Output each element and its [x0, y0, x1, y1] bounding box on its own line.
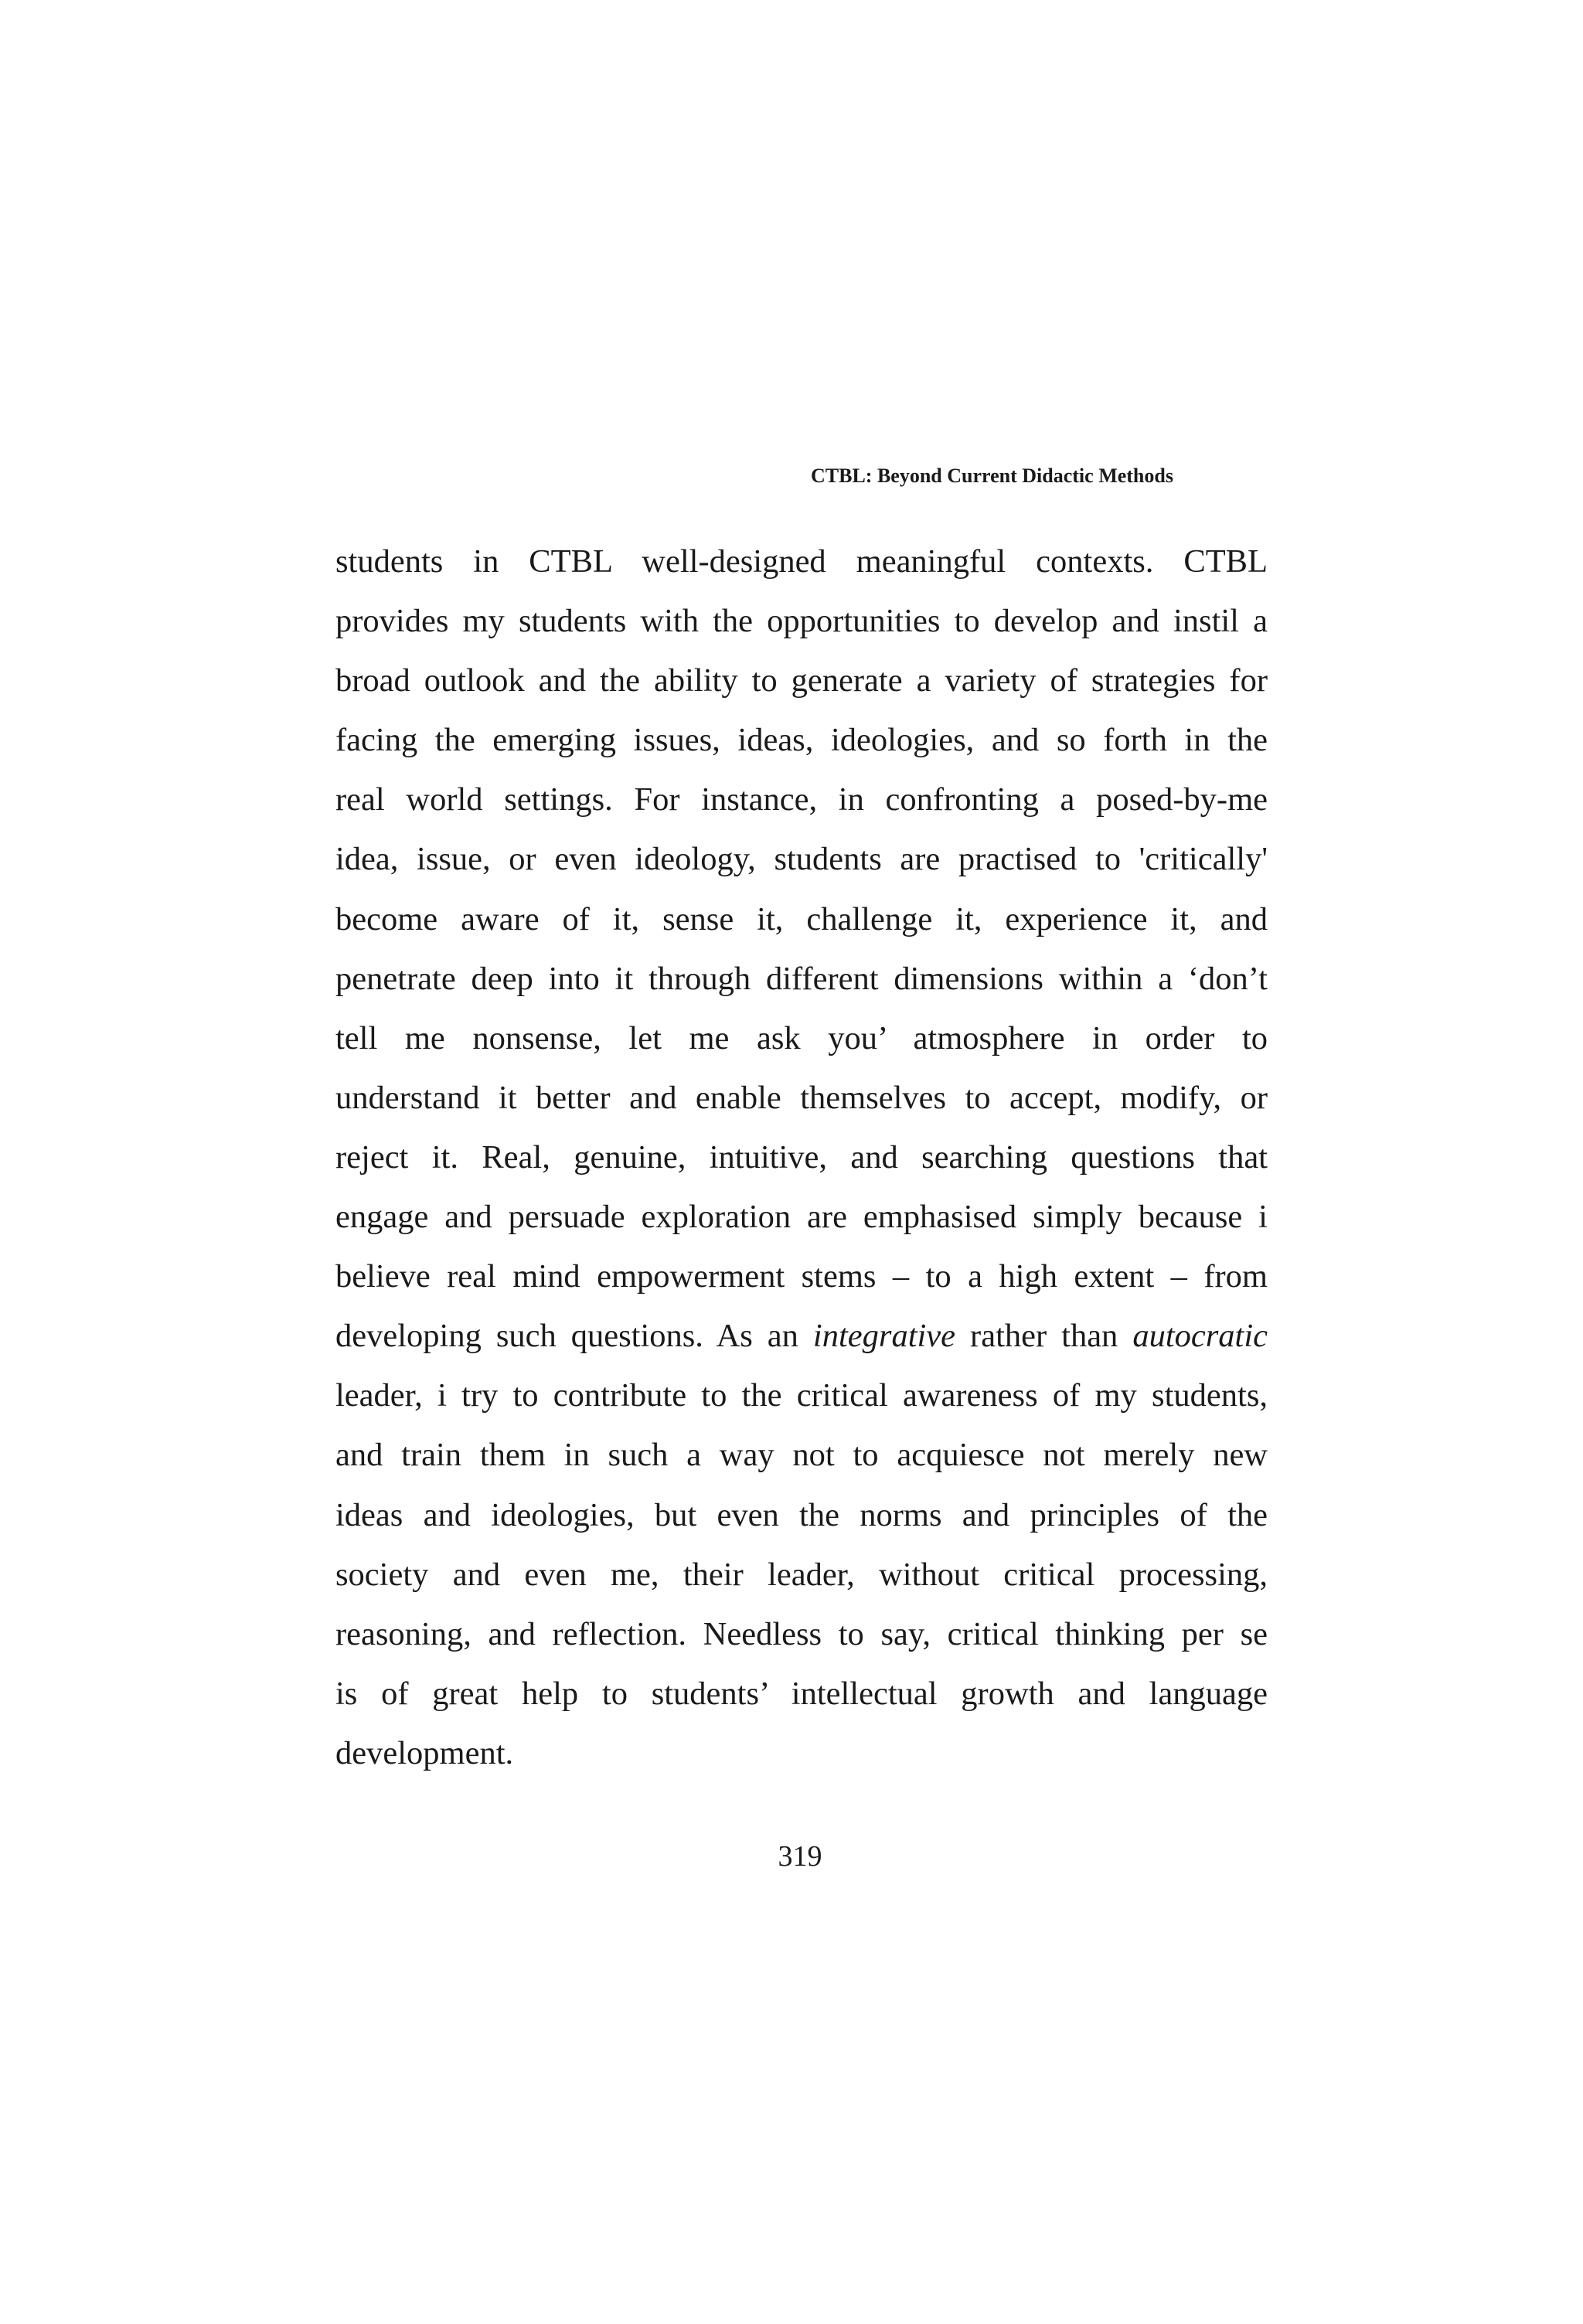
text-line: become aware of it, sense it, challenge it, experience it, and [335, 900, 1268, 937]
text-segment: developing such questions. As an [335, 1318, 798, 1355]
text-line: engage and persuade exploration are emphasised simply because i [335, 1199, 1268, 1236]
text-line: penetrate deep into it through different dimensions within a ‘don’t [335, 960, 1268, 997]
text-line: development. [335, 1734, 514, 1771]
text-line: and train them in such a way not to acquiesce not merely new [335, 1437, 1268, 1474]
text-line: is of great help to students’ intellectual growth and language [335, 1675, 1268, 1712]
text-line: students in CTBL well-designed meaningful contexts. CTBL [335, 543, 1268, 580]
text-line: facing the emerging issues, ideas, ideologies, and so forth in the [335, 722, 1268, 759]
body-paragraph [335, 532, 1268, 1783]
text-line: believe real mind empowerment stems – to a high extent – from [335, 1258, 1268, 1295]
emphasized-term: autocratic [1132, 1318, 1268, 1355]
text-line: understand it better and enable themselves to accept, modify, or [335, 1079, 1268, 1116]
emphasized-term: integrative [812, 1318, 956, 1355]
text-line: real world settings. For instance, in confronting a posed-by-me [335, 781, 1268, 818]
text-line: broad outlook and the ability to generate a variety of strategies for [335, 662, 1268, 699]
text-line-with-emphasis [335, 1306, 1268, 1366]
text-line: ideas and ideologies, but even the norms and principles of the [335, 1496, 1268, 1533]
text-line: leader, i try to contribute to the critical awareness of my students, [335, 1377, 1268, 1414]
page-number: 319 [778, 1840, 822, 1873]
text-line: idea, issue, or even ideology, students are practised to 'critically' [335, 841, 1268, 878]
running-head: CTBL: Beyond Current Didactic Methods [811, 464, 1173, 487]
text-segment: rather than [970, 1318, 1118, 1355]
text-line: society and even me, their leader, without critical processing, [335, 1556, 1268, 1593]
text-line: reject it. Real, genuine, intuitive, and searching questions that [335, 1138, 1268, 1176]
text-line: reasoning, and reflection. Needless to say, critical thinking per se [335, 1615, 1268, 1652]
text-line: tell me nonsense, let me ask you’ atmosphere in order to [335, 1019, 1268, 1057]
text-line: provides my students with the opportunities to develop and instil a [335, 603, 1268, 640]
